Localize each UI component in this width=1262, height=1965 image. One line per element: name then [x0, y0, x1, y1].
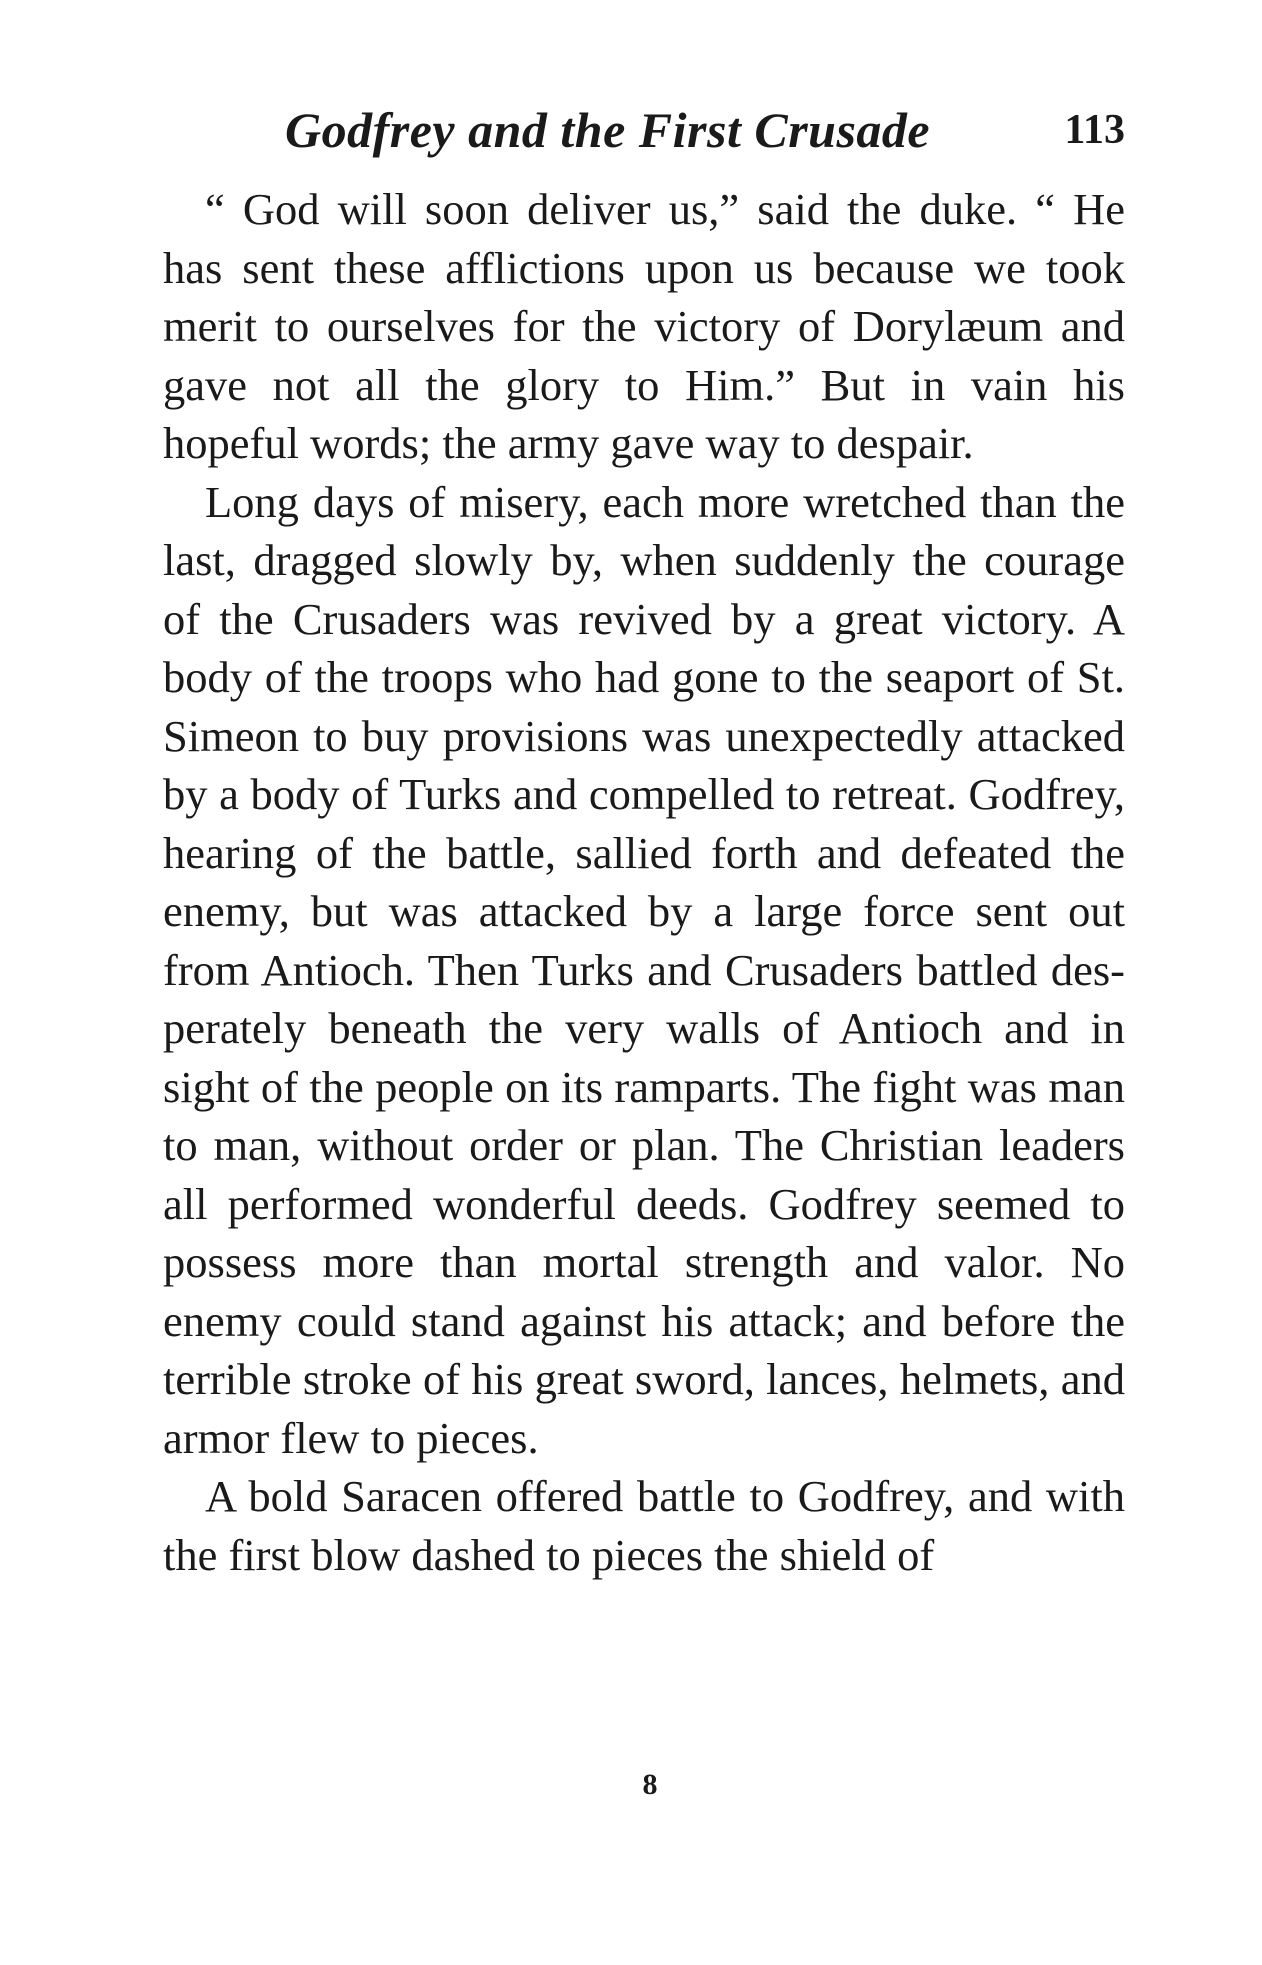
running-head [285, 100, 1125, 160]
paragraph-2: Long days of misery, each more wretched than the last, dragged slowly by, when suddenly the courage of the Crusaders was revived by a great victory. A body of the troops who had gone to the seaport of St. Simeon to buy provisions was unexpectedly attacked by a body of Turks and compelled to retreat. Godfrey, hearing of the battle, sallied forth and defeated the enemy, but was attacked by a large force sent out from Antioch. Then Turks and Crusaders battled des-perately beneath the very walls of Antioch and in sight of the people on its ramparts. The fight was man to man, without order or plan. The Christian leaders all performed wonderful deeds. Godfrey seemed to possess more than mortal strength and valor. No enemy could stand against his attack; and before the terrible stroke of his great sword, lances, helmets, and armor flew to pieces. [163, 476, 1125, 1463]
running-title: Godfrey and the First Crusade [285, 102, 931, 158]
body-text [163, 180, 1125, 1584]
page-number: 113 [1064, 107, 1125, 153]
paragraph-1: “ God will soon deliver us,” said the duke. “ He has sent these afflictions upon us because we took merit to ourselves for the victory of Dorylæum and gave not all the glory to Him.” But in vain his hopeful words; the army gave way to despair. [163, 184, 1125, 468]
signature-mark: 8 [642, 1768, 658, 1801]
paragraph-3: A bold Saracen offered battle to Godfrey, and with the first blow dashed to pieces the shield of [163, 1471, 1125, 1580]
